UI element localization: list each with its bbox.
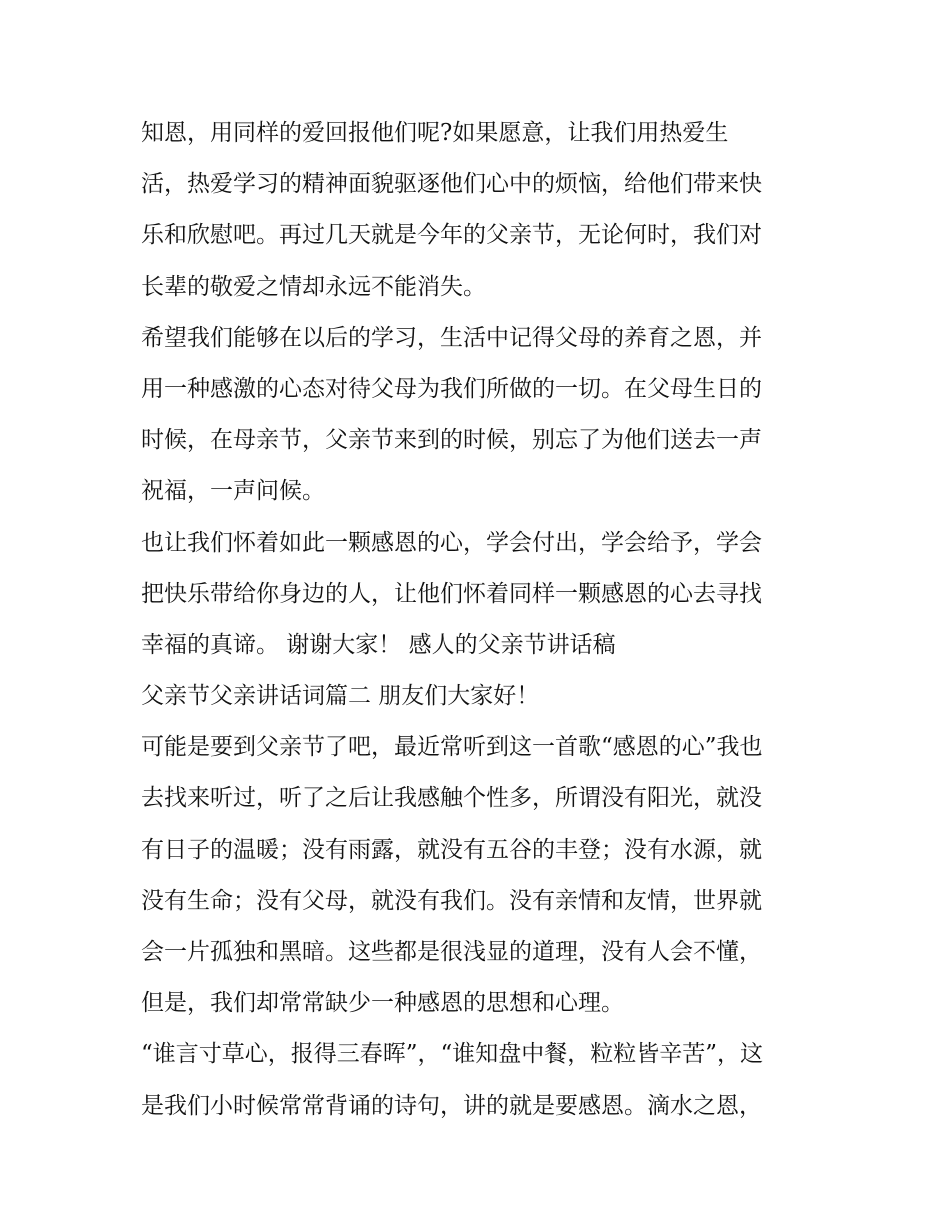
text-line: 希望我们能够在以后的学习，生活中记得父母的养育之恩，并 (141, 324, 762, 351)
text-line: 把快乐带给你身边的人，让他们怀着同样一颗感恩的心去寻找 (141, 580, 762, 607)
text-line: 活，热爱学习的精神面貌驱逐他们心中的烦恼，给他们带来快 (141, 171, 762, 198)
text-line: “谁言寸草心，报得三春晖”，“谁知盘中餐，粒粒皆辛苦”，这 (141, 1041, 764, 1068)
text-line: 会一片孤独和黑暗。这些都是很浅显的道理，没有人会不懂， (141, 939, 762, 965)
text-line: 也让我们怀着如此一颗感恩的心，学会付出，学会给予，学会 (141, 529, 762, 556)
text-line: 是我们小时候常常背诵的诗句，讲的就是要感恩。滴水之恩， (141, 1092, 762, 1119)
text-line: 但是，我们却常常缺少一种感恩的思想和心理。 (141, 990, 624, 1017)
document-body (141, 108, 821, 1132)
text-line: 没有生命；没有父母，就没有我们。没有亲情和友情，世界就 (141, 887, 762, 914)
text-line: 长辈的敬爱之情却永远不能消失。 (141, 273, 486, 300)
text-line: 知恩，用同样的爱回报他们呢?如果愿意，让我们用热爱生 (141, 120, 729, 146)
text-line: 有日子的温暖；没有雨露，就没有五谷的丰登；没有水源，就 (141, 836, 762, 863)
text-line: 用一种感激的心态对待父母为我们所做的一切。在父母生日的 (141, 375, 762, 402)
section-heading-line: 父亲节父亲讲话词篇二 朋友们大家好！ (141, 683, 540, 710)
text-line: 祝福，一声问候。 (141, 478, 325, 505)
text-line: 乐和欣慰吧。再过几天就是今年的父亲节，无论何时，我们对 (141, 222, 762, 249)
text-line: 时候，在母亲节，父亲节来到的时候，别忘了为他们送去一声 (141, 427, 762, 454)
text-line: 幸福的真谛。 谢谢大家！ 感人的父亲节讲话稿 (141, 631, 616, 658)
text-line: 去找来听过，听了之后让我感触个性多，所谓没有阳光，就没 (141, 785, 762, 812)
text-line: 可能是要到父亲节了吧，最近常听到这一首歌“感恩的心”我也 (141, 734, 763, 761)
